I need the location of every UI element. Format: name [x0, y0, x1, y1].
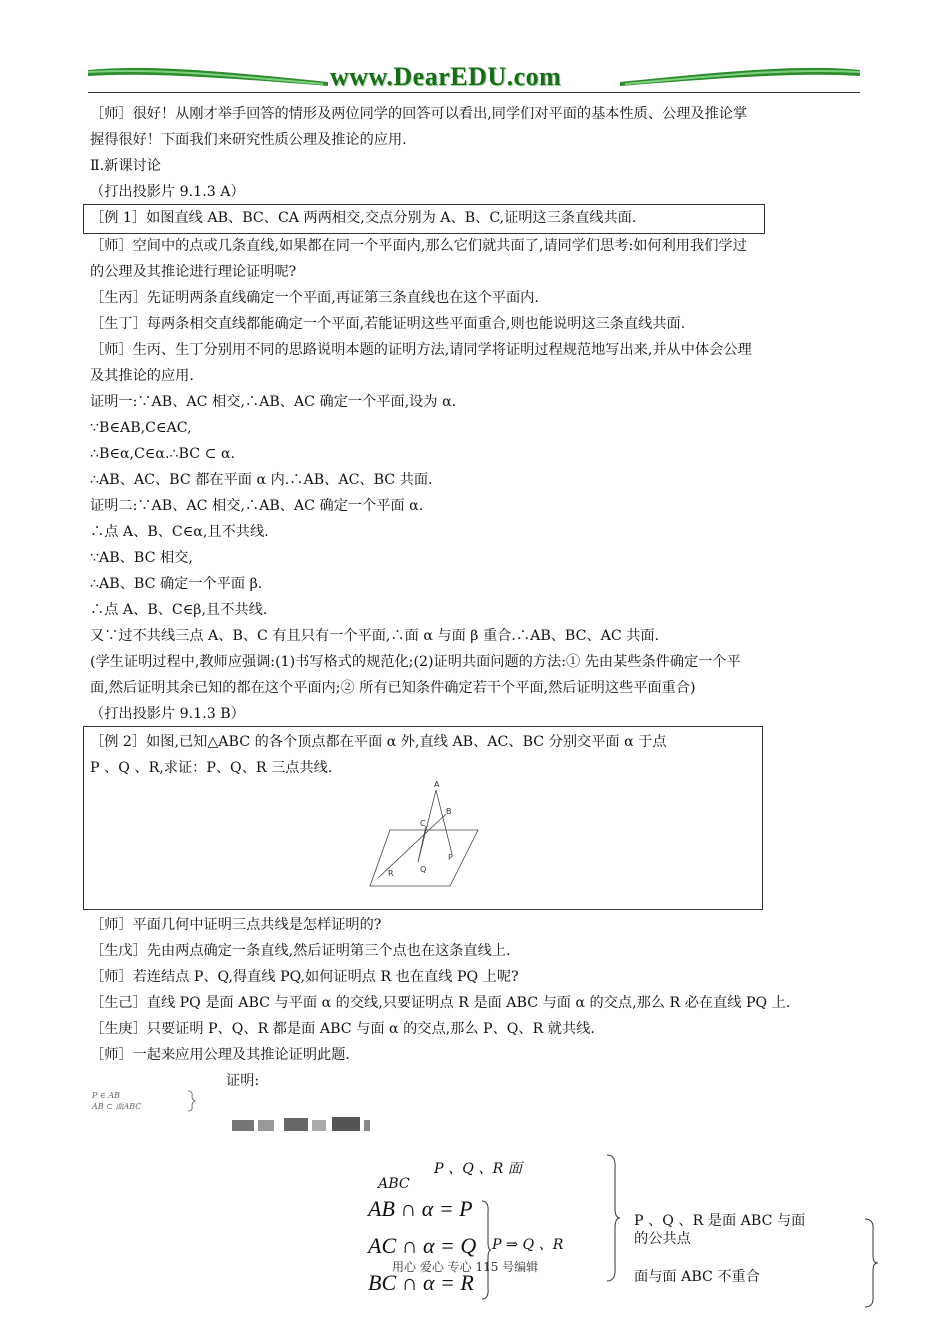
equation-ab: AB ∩ α = P — [368, 1196, 473, 1221]
plane-triangle-figure — [360, 778, 480, 892]
text-line: ［师］生丙、生丁分别用不同的思路说明本题的证明方法,请同学将证明过程规范地写出来,并从中体会公理 — [90, 342, 752, 358]
common-point-text: P 、Q 、R 是面 ABC 与面 — [634, 1213, 806, 1229]
text-line: 面,然后证明其余已知的都在这个平面内;② 所有已知条件确定若干个平面,然后证明这些平面重合) — [90, 680, 696, 696]
proof-pqr-line: P 、Q 、R 面 — [434, 1161, 522, 1177]
text-line: （打出投影片 9.1.3 B） — [90, 706, 245, 722]
example2-text: P 、Q 、R,求证：P、Q、R 三点共线. — [90, 760, 333, 776]
text-line: ［师］若连结点 P、Q,得直线 PQ,如何证明点 R 也在直线 PQ 上呢? — [90, 969, 519, 985]
implies-text: P ⇒ Q 、R — [492, 1237, 564, 1253]
proof-line: ∵AB、BC 相交, — [90, 550, 193, 566]
text-line: ［生庚］只要证明 P、Q、R 都是面 ABC 与面 α 的交点,那么 P、Q、R 就共线. — [90, 1021, 595, 1037]
equation-ac: AC ∩ α = Q — [368, 1233, 477, 1258]
small-brace-icon — [186, 1090, 196, 1112]
proof-line: ∵B∈AB,C∈AC, — [90, 420, 192, 436]
point-label-A: A — [434, 780, 440, 789]
text-line: ［师］一起来应用公理及其推论证明此题. — [90, 1047, 350, 1063]
text-line: ［生戊］先由两点确定一条直线,然后证明第三个点也在这条直线上. — [90, 943, 511, 959]
text-line: ［生丁］每两条相交直线都能确定一个平面,若能证明这些平面重合,则也能说明这三条直线共面. — [90, 316, 686, 332]
site-logo[interactable]: www.DearEDU.com — [330, 62, 562, 91]
plane-not-coincide-text: 面与面 ABC 不重合 — [634, 1269, 760, 1285]
text-line: （打出投影片 9.1.3 A） — [90, 184, 245, 200]
common-point-text: 的公共点 — [634, 1231, 691, 1247]
page-footer: 用心 爱心 专心 115 号编辑 — [392, 1260, 539, 1274]
section-heading: Ⅱ.新课讨论 — [90, 158, 161, 174]
proof-line: ∴点 A、B、C∈β,且不共线. — [90, 602, 268, 618]
right-brace-icon — [604, 1154, 622, 1282]
proof-line: ∴点 A、B、C∈α,且不共线. — [90, 524, 269, 540]
point-label-B: B — [446, 807, 452, 816]
text-line: ［生丙］先证明两条直线确定一个平面,再证第三条直线也在这个平面内. — [90, 290, 539, 306]
point-label-P: P — [448, 853, 453, 862]
point-label-Q: Q — [420, 865, 427, 874]
right-brace-icon — [480, 1200, 492, 1300]
text-line: 的公理及其推论进行理论证明呢? — [90, 264, 297, 280]
faded-formula: AB ⊂ 面ABC — [92, 1102, 142, 1111]
right-brace-icon — [862, 1218, 880, 1308]
proof-heading: 证明: — [226, 1073, 260, 1089]
text-line: ［师］平面几何中证明三点共线是怎样证明的? — [90, 917, 382, 933]
text-line: 及其推论的应用. — [90, 368, 194, 384]
proof-line: ∴AB、BC 确定一个平面 β. — [90, 576, 263, 592]
text-line: ［师］空间中的点或几条直线,如果都在同一个平面内,那么它们就共面了,请同学们思考:如何利用我们学过 — [90, 238, 747, 254]
proof-line: 证明二:∵AB、AC 相交,∴AB、AC 确定一个平面 α. — [90, 498, 424, 514]
equation-bc: BC ∩ α = R — [368, 1270, 474, 1295]
garbled-formula-graphic — [228, 1114, 376, 1136]
faded-formula: P ∈ AB — [92, 1091, 121, 1100]
example1-text: ［例 1］如图直线 AB、BC、CA 两两相交,交点分别为 A、B、C,证明这三条直线共面. — [90, 210, 637, 226]
proof-line: ∴B∈α,C∈α.∴BC ⊂ α. — [90, 446, 236, 462]
proof-line: 证明一:∵AB、AC 相交,∴AB、AC 确定一个平面,设为 α. — [90, 394, 457, 410]
text-line: ［师］很好！从刚才举手回答的情形及两位同学的回答可以看出,同学们对平面的基本性质、公理及推论掌 — [90, 106, 748, 122]
point-label-C: C — [420, 819, 426, 828]
text-line: (学生证明过程中,教师应强调:(1)书写格式的规范化;(2)证明共面问题的方法:① 先由某些条件确定一个平 — [90, 654, 741, 670]
proof-abc-label: ABC — [378, 1176, 410, 1192]
proof-line: 又∵过不共线三点 A、B、C 有且只有一个平面,∴面 α 与面 β 重合.∴AB、BC、AC 共面. — [90, 628, 660, 644]
text-line: 握得很好！下面我们来研究性质公理及推论的应用. — [90, 132, 407, 148]
text-line: ［生己］直线 PQ 是面 ABC 与平面 α 的交线,只要证明点 R 是面 ABC 与面 α 的交点,那么 R 必在直线 PQ 上. — [90, 995, 791, 1011]
point-label-R: R — [388, 869, 394, 878]
header-rule — [88, 92, 860, 93]
example2-text: ［例 2］如图,已知△ABC 的各个顶点都在平面 α 外,直线 AB、AC、BC 分别交平面 α 于点 — [90, 734, 667, 750]
proof-line: ∴AB、AC、BC 都在平面 α 内.∴AB、AC、BC 共面. — [90, 472, 433, 488]
